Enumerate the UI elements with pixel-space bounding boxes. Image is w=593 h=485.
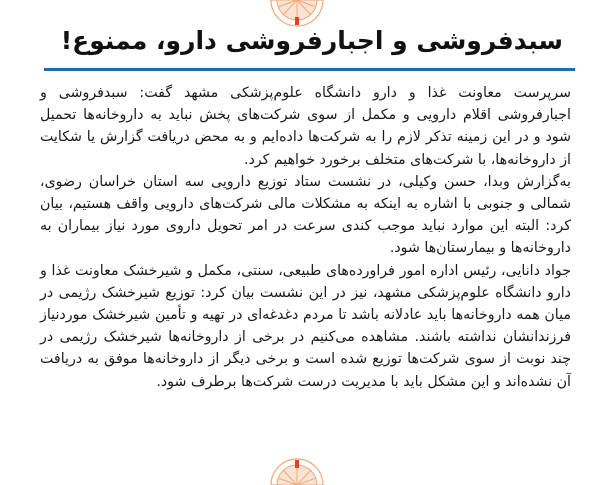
article-body: [40, 82, 571, 393]
article-headline: سبدفروشی و اجبارفروشی دارو، ممنوع!: [60, 26, 563, 55]
sunburst-ornament-icon: [269, 457, 325, 485]
article-paragraph: به‌گزارش وبدا، حسن وکیلی، در نشست ستاد توزیع دارویی سه استان خراسان رضوی، شمالی و جنوبی با اشاره به اینکه به مشکلات مالی شرکت‌های دارویی واقف هستیم، بیان کرد: البته این موارد نباید موجب کندی سرعت در امر تحویل داروی مورد نیاز بیماران به داروخانه‌ها و بیمارستان‌ها شود.: [40, 173, 571, 257]
headline-divider: [44, 68, 575, 71]
article-paragraph: جواد دانایی، رئیس اداره امور فراورده‌های طبیعی، سنتی، مکمل و شیرخشک معاونت غذا و دارو دانشگاه علوم‌پزشکی مشهد، نیز در این نشست بیان کرد: توزیع شیرخشک رژیمی در میان همه داروخانه‌ها باید عادلانه باشد تا مردم دغدغه‌ای در تهیه و تأمین شیرخشک موردنیاز فرزندانشان نداشته باشند. مشاهده می‌کنیم در برخی از داروخانه‌ها شیرخشک رژیمی در چند نوبت از سوی شرکت‌ها توزیع شده است و برخی دیگر از داروخانه‌ها موفق به دریافت آن نشده‌اند و این مشکل باید با مدیریت درست شرکت‌ها برطرف شود.: [40, 262, 571, 390]
article-paragraph: سرپرست معاونت غذا و دارو دانشگاه علوم‌پزشکی مشهد گفت: سبدفروشی و اجبارفروشی اقلام دارویی و مکمل از سوی شرکت‌های پخش نباید به داروخانه‌ها تحمیل شود و در این زمینه تذکر لازم را به شرکت‌ها داده‌ایم و به محض دریافت گزارش یا شکایت از داروخانه‌ها، با شرکت‌های متخلف برخورد خواهیم کرد.: [40, 85, 571, 168]
